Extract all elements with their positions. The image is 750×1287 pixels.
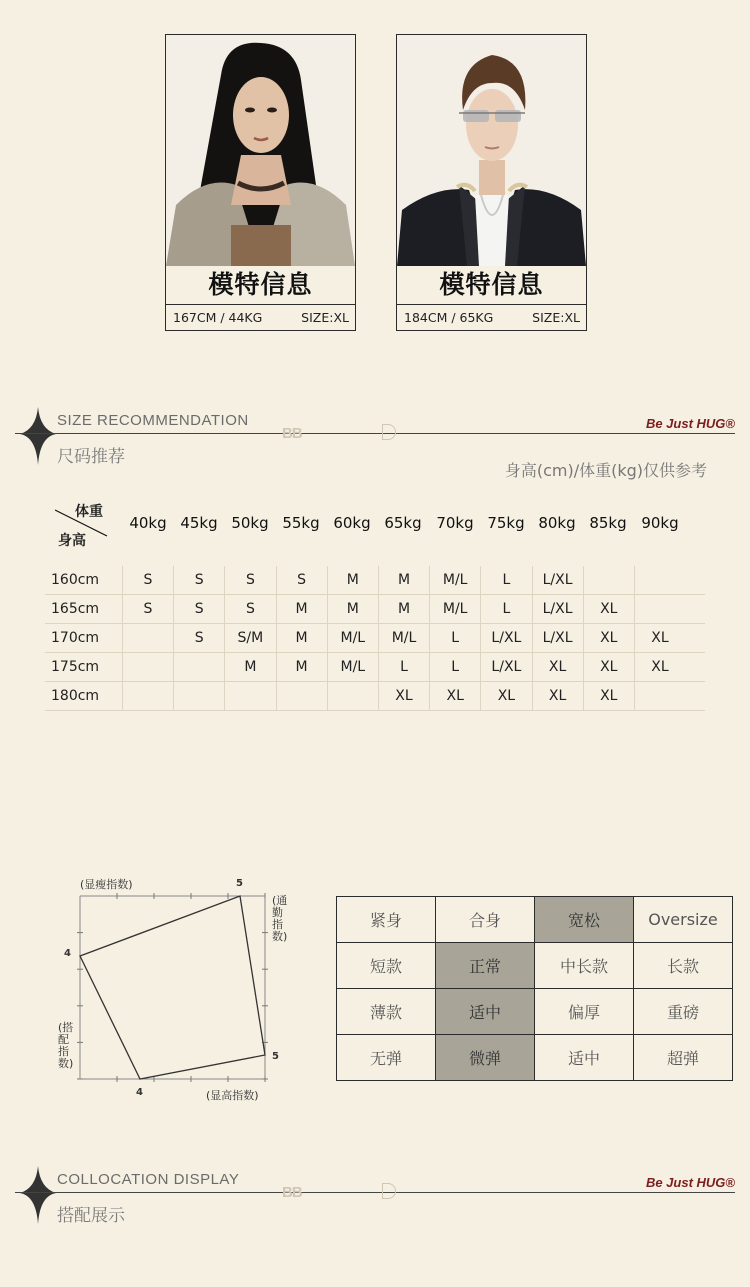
size-row bbox=[45, 653, 705, 682]
size-cell bbox=[122, 653, 173, 681]
size-cell: XL bbox=[583, 653, 634, 681]
size-cell bbox=[122, 682, 173, 710]
size-cell: M/L bbox=[378, 624, 429, 652]
size-cell: S bbox=[173, 595, 224, 623]
fit-option: Oversize bbox=[634, 897, 733, 943]
size-cell: M bbox=[378, 595, 429, 623]
section-title-cn: 搭配展示 bbox=[57, 1206, 125, 1226]
size-cell: S bbox=[122, 595, 173, 623]
fit-row bbox=[337, 943, 733, 989]
size-cell: XL bbox=[634, 624, 685, 652]
d-shape-icon bbox=[382, 1183, 396, 1199]
model-card-female bbox=[165, 34, 356, 331]
fit-option: 合身 bbox=[436, 897, 535, 943]
weight-header-cell: 60kg bbox=[333, 514, 371, 532]
section-divider bbox=[15, 433, 735, 434]
size-cell: XL bbox=[532, 682, 583, 710]
size-cell: L bbox=[378, 653, 429, 681]
commute-index-value: 5 bbox=[272, 1051, 279, 1062]
size-cell bbox=[634, 566, 685, 594]
size-cell: S bbox=[173, 624, 224, 652]
fit-option: 薄款 bbox=[337, 989, 436, 1035]
match-index-value: 4 bbox=[64, 948, 71, 959]
size-cell: S bbox=[122, 566, 173, 594]
size-cell bbox=[634, 682, 685, 710]
fit-option: 重磅 bbox=[634, 989, 733, 1035]
section-divider bbox=[15, 1192, 735, 1193]
size-cell bbox=[173, 682, 224, 710]
size-cell: XL bbox=[583, 682, 634, 710]
size-reference-note: 身高(cm)/体重(kg)仅供参考 bbox=[504, 461, 707, 480]
fit-option: 短款 bbox=[337, 943, 436, 989]
weight-header-cell: 65kg bbox=[384, 514, 422, 532]
fit-option: 超弹 bbox=[634, 1035, 733, 1081]
size-cell: M bbox=[327, 595, 378, 623]
size-cell: L bbox=[429, 624, 480, 652]
model-photo-male bbox=[397, 35, 586, 266]
size-cell: M bbox=[378, 566, 429, 594]
commute-index-text: (通勤指数) bbox=[272, 894, 288, 943]
size-cell: XL bbox=[532, 653, 583, 681]
size-cell bbox=[173, 653, 224, 681]
size-cell: XL bbox=[583, 595, 634, 623]
fit-option-selected: 微弹 bbox=[436, 1035, 535, 1081]
fit-option-selected: 宽松 bbox=[535, 897, 634, 943]
fit-row bbox=[337, 1035, 733, 1081]
height-label: 175cm bbox=[51, 659, 100, 675]
slim-index-value: 5 bbox=[236, 878, 243, 889]
match-index-label bbox=[58, 1022, 72, 1070]
height-index-label: (显高指数) bbox=[206, 1089, 259, 1102]
size-cell: S/M bbox=[224, 624, 275, 652]
fit-option: 偏厚 bbox=[535, 989, 634, 1035]
model-height-weight: 167CM / 44KG bbox=[173, 310, 263, 325]
size-cell: S bbox=[276, 566, 327, 594]
weight-header-cell: 45kg bbox=[180, 514, 218, 532]
brand-logo: Be Just HUG® bbox=[645, 1175, 735, 1190]
height-label: 180cm bbox=[51, 688, 100, 704]
section-title-en: COLLOCATION DISPLAY bbox=[57, 1171, 240, 1188]
bb-logo-icon: BB bbox=[282, 425, 302, 442]
size-cell: L/XL bbox=[532, 566, 583, 594]
fit-row bbox=[337, 989, 733, 1035]
size-cell: L bbox=[480, 566, 531, 594]
model-size: SIZE:XL bbox=[532, 310, 580, 325]
weight-header-cell: 80kg bbox=[538, 514, 576, 532]
weight-header-cell: 75kg bbox=[487, 514, 525, 532]
size-cell: S bbox=[173, 566, 224, 594]
size-cell: M/L bbox=[327, 624, 378, 652]
size-cell bbox=[122, 624, 173, 652]
weight-header-cell: 70kg bbox=[436, 514, 474, 532]
collocation-section-header bbox=[0, 1171, 750, 1241]
model-stats-row bbox=[397, 304, 586, 331]
weight-header-cell: 40kg bbox=[129, 514, 167, 532]
height-label: 170cm bbox=[51, 630, 100, 646]
weight-header-cell: 50kg bbox=[231, 514, 269, 532]
model-card-male bbox=[396, 34, 587, 331]
model-height-weight: 184CM / 65KG bbox=[404, 310, 494, 325]
model-photo-female bbox=[166, 35, 355, 266]
size-row bbox=[45, 595, 705, 624]
weight-header-cell: 90kg bbox=[641, 514, 679, 532]
size-cell bbox=[634, 595, 685, 623]
size-row bbox=[45, 682, 705, 711]
sparkle-icon bbox=[20, 1166, 56, 1224]
size-grid bbox=[45, 566, 705, 711]
size-row bbox=[45, 624, 705, 653]
size-cell bbox=[583, 566, 634, 594]
fit-attribute-table bbox=[336, 896, 733, 1081]
model-stats-row bbox=[166, 304, 355, 331]
fit-option: 适中 bbox=[535, 1035, 634, 1081]
index-polygon bbox=[80, 896, 265, 1079]
slim-index-label: (显瘦指数) bbox=[80, 878, 133, 891]
size-row bbox=[45, 566, 705, 595]
size-cell: L/XL bbox=[532, 624, 583, 652]
size-cell: S bbox=[224, 566, 275, 594]
commute-index-label bbox=[272, 895, 286, 943]
size-cell: L/XL bbox=[480, 653, 531, 681]
size-cell: M bbox=[276, 653, 327, 681]
height-label: 165cm bbox=[51, 601, 100, 617]
weight-header-cell: 55kg bbox=[282, 514, 320, 532]
height-index-value: 4 bbox=[136, 1087, 143, 1098]
size-cell: M bbox=[276, 624, 327, 652]
height-axis-label: 身高 bbox=[58, 533, 86, 549]
size-cell: M/L bbox=[429, 566, 480, 594]
size-cell: XL bbox=[634, 653, 685, 681]
size-cell: M/L bbox=[429, 595, 480, 623]
size-cell: M bbox=[276, 595, 327, 623]
fit-option-selected: 正常 bbox=[436, 943, 535, 989]
size-cell bbox=[327, 682, 378, 710]
model-info-title: 模特信息 bbox=[208, 270, 313, 299]
d-shape-icon bbox=[382, 424, 396, 440]
weight-axis-label: 体重 bbox=[75, 504, 103, 520]
fit-option: 无弹 bbox=[337, 1035, 436, 1081]
size-cell: S bbox=[224, 595, 275, 623]
fit-option: 中长款 bbox=[535, 943, 634, 989]
size-cell: L/XL bbox=[532, 595, 583, 623]
size-cell bbox=[276, 682, 327, 710]
match-index-text: (搭配指数) bbox=[58, 1021, 74, 1070]
size-cell: XL bbox=[480, 682, 531, 710]
size-cell: XL bbox=[429, 682, 480, 710]
section-title-cn: 尺码推荐 bbox=[57, 447, 125, 467]
size-cell: L bbox=[429, 653, 480, 681]
model-info-title: 模特信息 bbox=[439, 270, 544, 299]
fit-row bbox=[337, 897, 733, 943]
section-title-en: SIZE RECOMMENDATION bbox=[57, 412, 249, 429]
index-chart bbox=[55, 874, 288, 1094]
size-cell: L bbox=[480, 595, 531, 623]
sparkle-icon bbox=[20, 407, 56, 465]
bb-logo-icon: BB bbox=[282, 1184, 302, 1201]
weight-header-cell: 85kg bbox=[589, 514, 627, 532]
size-cell: M bbox=[327, 566, 378, 594]
size-cell: M bbox=[224, 653, 275, 681]
size-cell: M/L bbox=[327, 653, 378, 681]
model-size: SIZE:XL bbox=[301, 310, 349, 325]
size-cell: XL bbox=[583, 624, 634, 652]
size-cell: XL bbox=[378, 682, 429, 710]
fit-option-selected: 适中 bbox=[436, 989, 535, 1035]
size-cell bbox=[224, 682, 275, 710]
height-label: 160cm bbox=[51, 572, 100, 588]
fit-option: 长款 bbox=[634, 943, 733, 989]
brand-logo: Be Just HUG® bbox=[645, 416, 735, 431]
fit-option: 紧身 bbox=[337, 897, 436, 943]
size-cell: L/XL bbox=[480, 624, 531, 652]
